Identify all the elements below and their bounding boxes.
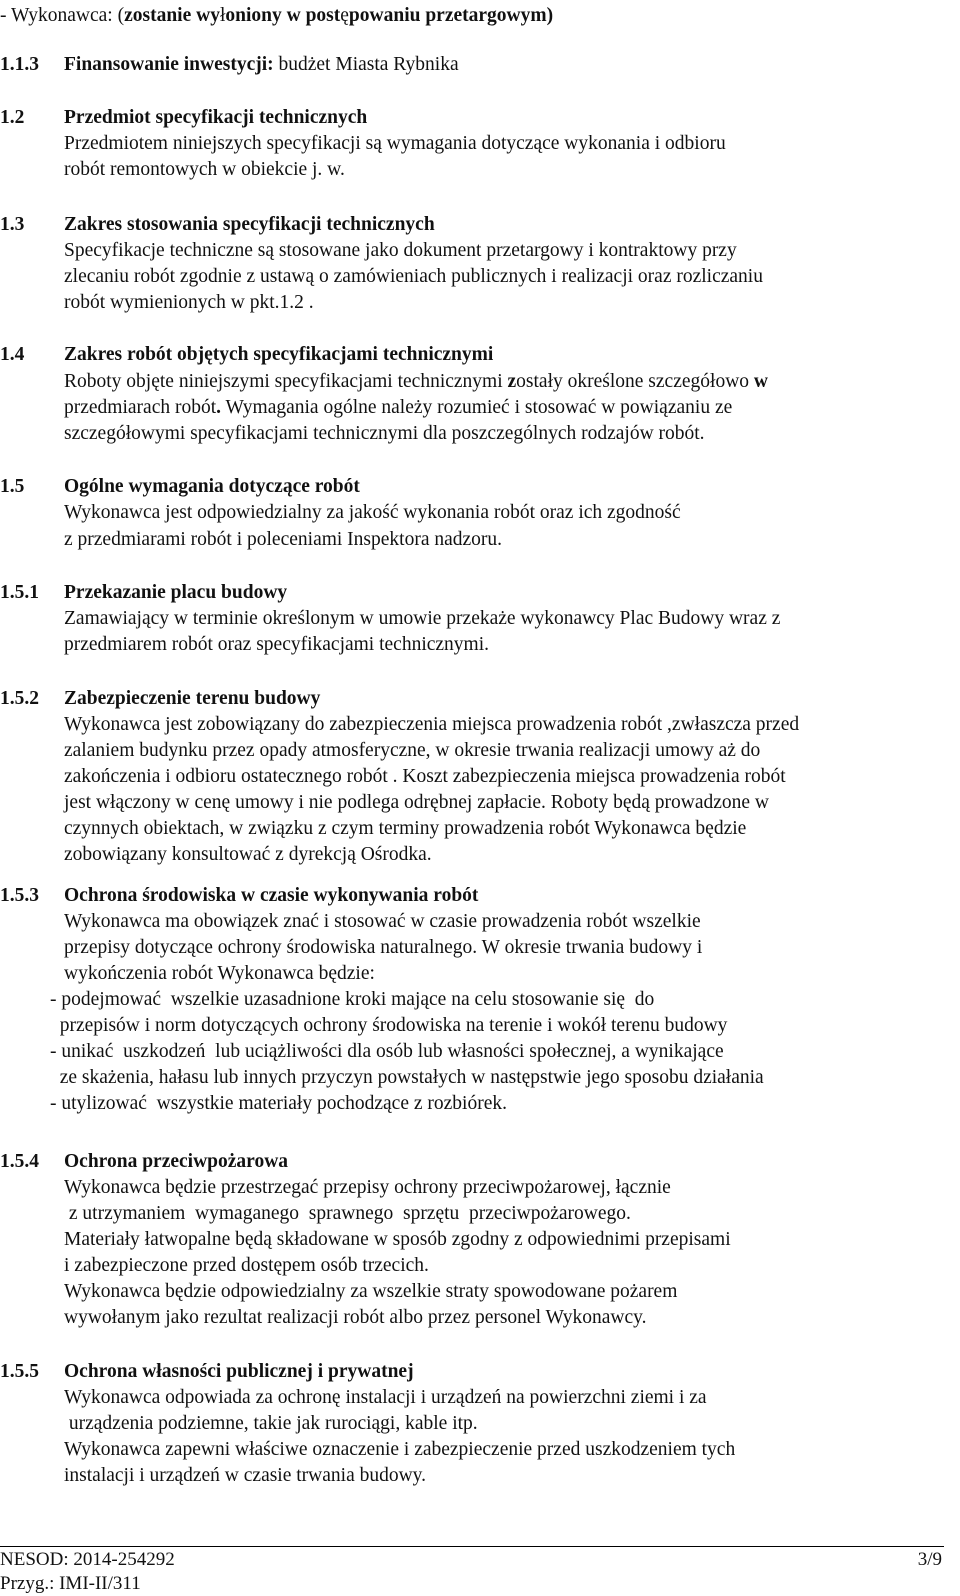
footer-prepared-by: Przyg.: IMI-II/311 — [0, 1573, 141, 1594]
section-1-5-4-line-3: Materiały łatwopalne będą składowane w sposób zgodny z odpowiednimi przepisami — [64, 1229, 731, 1250]
section-1-4-line-2-b: . — [216, 397, 222, 418]
section-1-5-2-number: 1.5.2 — [0, 688, 39, 709]
section-1-5-3-bullet-1: - podejmować wszelkie uzasadnione kroki mające na celu stosowanie się do — [50, 989, 655, 1010]
section-1-5-3-bullet-1-cont: przepisów i norm dotyczących ochrony środowiska na terenie i wokół terenu budowy — [50, 1015, 728, 1036]
section-1-5-4-line-1: Wykonawca będzie przestrzegać przepisy ochrony przeciwpożarowej, łącznie — [64, 1177, 671, 1198]
section-1-5-2-line-1: Wykonawca jest zobowiązany do zabezpieczenia miejsca prowadzenia robót ,zwłaszcza przed — [64, 714, 800, 735]
contractor-char-1: ł — [219, 5, 226, 26]
section-1-5-2-line-2: zalaniem budynku przez opady atmosferyczne, w okresie trwania realizacji umowy aż do — [64, 740, 761, 761]
section-1-3-heading: Zakres stosowania specyfikacji technicznych — [64, 214, 435, 235]
section-1-5-number: 1.5 — [0, 476, 25, 497]
section-1-3-line-3: robót wymienionych w pkt.1.2 . — [64, 292, 314, 313]
section-1-5-4-line-2: z utrzymaniem wymaganego sprawnego sprzętu przeciwpożarowego. — [64, 1203, 631, 1224]
section-1-5-line-2: z przedmiarami robót i poleceniami Inspektora nadzoru. — [64, 529, 503, 550]
section-1-4-line-1 — [64, 370, 768, 394]
section-1-2-line-1: Przedmiotem niniejszych specyfikacji są wymagania dotyczące wykonania i odbioru — [64, 133, 726, 154]
footer-page-number: 3/9 — [917, 1549, 942, 1570]
section-1-5-5-line-4: instalacji i urządzeń w czasie trwania budowy. — [64, 1465, 427, 1486]
section-1-2-number: 1.2 — [0, 107, 25, 128]
section-1-5-line-1: Wykonawca jest odpowiedzialny za jakość wykonania robót oraz ich zgodność — [64, 502, 681, 523]
contractor-prefix: - Wykonawca: ( — [0, 5, 125, 26]
section-1-1-3-number: 1.1.3 — [0, 54, 39, 75]
section-1-5-5-line-2: urządzenia podziemne, takie jak rurociągi, kable itp. — [64, 1413, 478, 1434]
section-1-5-2-heading: Zabezpieczenie terenu budowy — [64, 688, 321, 709]
contractor-line — [0, 4, 553, 28]
section-1-5-3-bullet-2-cont: ze skażenia, hałasu lub innych przyczyn powstałych w następstwie jego sposobu działania — [50, 1067, 764, 1088]
section-1-5-4-number: 1.5.4 — [0, 1151, 39, 1172]
section-1-5-3-line-2: przepisy dotyczące ochrony środowiska naturalnego. W okresie trwania budowy i — [64, 937, 703, 958]
contractor-bold-2: oniony w post — [225, 5, 341, 26]
section-1-4-line-1-d: w — [753, 371, 768, 392]
section-1-5-3-bullet-3: - utylizować wszystkie materiały pochodzące z rozbiórek. — [50, 1093, 507, 1114]
section-1-5-5-heading: Ochrona własności publicznej i prywatnej — [64, 1361, 414, 1382]
section-1-4-line-1-b: z — [507, 371, 517, 392]
section-1-5-3-number: 1.5.3 — [0, 885, 39, 906]
section-1-4-line-1-a: Roboty objęte niniejszymi specyfikacjami technicznymi — [64, 371, 508, 392]
section-1-5-2-line-3: zakończenia i odbioru ostatecznego robót . Koszt zabezpieczenia miejsca prowadzenia robót — [64, 766, 786, 787]
contractor-bold-3: powaniu przetargowym) — [348, 5, 554, 26]
section-1-5-4-line-6: wywołanym jako rezultat realizacji robót albo przez personel Wykonawcy. — [64, 1307, 647, 1328]
section-1-1-3-text: budżet Miasta Rybnika — [273, 54, 459, 75]
section-1-5-5-line-3: Wykonawca zapewni właściwe oznaczenie i zabezpieczenie przed uszkodzeniem tych — [64, 1439, 736, 1460]
section-1-5-4-heading: Ochrona przeciwpożarowa — [64, 1151, 289, 1172]
section-1-1-3-heading: Finansowanie inwestycji: — [64, 54, 274, 75]
section-1-5-1-line-2: przedmiarem robót oraz specyfikacjami technicznymi. — [64, 634, 490, 655]
section-1-5-4-line-4: i zabezpieczone przed dostępem osób trzecich. — [64, 1255, 429, 1276]
contractor-char-2: ę — [340, 5, 349, 26]
section-1-5-5-number: 1.5.5 — [0, 1361, 39, 1382]
section-1-5-2-line-6: zobowiązany konsultować z dyrekcją Ośrodka. — [64, 844, 432, 865]
footer-nesod: NESOD: 2014-254292 — [0, 1549, 175, 1570]
section-1-2-heading: Przedmiot specyfikacji technicznych — [64, 107, 368, 128]
section-1-5-5-line-1: Wykonawca odpowiada za ochronę instalacji i urządzeń na powierzchni ziemi i za — [64, 1387, 707, 1408]
contractor-bold-1: zostanie wy — [124, 5, 220, 26]
section-1-5-3-bullet-2: - unikać uszkodzeń lub uciążliwości dla osób lub własności społecznej, a wynikające — [50, 1041, 724, 1062]
section-1-3-line-1: Specyfikacje techniczne są stosowane jako dokument przetargowy i kontraktowy przy — [64, 240, 737, 261]
section-1-5-heading: Ogólne wymagania dotyczące robót — [64, 476, 360, 497]
section-1-5-2-line-4: jest włączony w cenę umowy i nie podlega odrębnej zapłacie. Roboty będą prowadzone w — [64, 792, 769, 813]
section-1-4-line-3: szczegółowymi specyfikacjami technicznymi dla poszczególnych rodzajów robót. — [64, 423, 705, 444]
section-1-4-line-1-c: ostały określone szczegółowo — [516, 371, 754, 392]
section-1-4-line-2-a: przedmiarach robót — [64, 397, 217, 418]
section-1-5-2-line-5: czynnych obiektach, w związku z czym terminy prowadzenia robót Wykonawca będzie — [64, 818, 747, 839]
section-1-4-number: 1.4 — [0, 344, 25, 365]
section-1-4-line-2-c: Wymagania ogólne należy rozumieć i stosować w powiązaniu ze — [221, 397, 733, 418]
section-1-3-line-2: zlecaniu robót zgodnie z ustawą o zamówieniach publicznych i realizacji oraz rozliczaniu — [64, 266, 763, 287]
section-1-5-1-line-1: Zamawiający w terminie określonym w umowie przekaże wykonawcy Plac Budowy wraz z — [64, 608, 781, 629]
section-1-2-line-2: robót remontowych w obiekcie j. w. — [64, 159, 345, 180]
section-1-4-heading: Zakres robót objętych specyfikacjami technicznymi — [64, 344, 494, 365]
section-1-5-3-heading: Ochrona środowiska w czasie wykonywania robót — [64, 885, 479, 906]
section-1-5-1-heading: Przekazanie placu budowy — [64, 582, 288, 603]
section-1-1-3-line — [64, 53, 459, 77]
section-1-5-3-line-3: wykończenia robót Wykonawca będzie: — [64, 963, 375, 984]
footer-divider — [0, 1546, 944, 1547]
section-1-4-line-2 — [64, 396, 732, 420]
section-1-3-number: 1.3 — [0, 214, 25, 235]
section-1-5-4-line-5: Wykonawca będzie odpowiedzialny za wszelkie straty spowodowane pożarem — [64, 1281, 678, 1302]
section-1-5-1-number: 1.5.1 — [0, 582, 39, 603]
section-1-5-3-line-1: Wykonawca ma obowiązek znać i stosować w czasie prowadzenia robót wszelkie — [64, 911, 701, 932]
